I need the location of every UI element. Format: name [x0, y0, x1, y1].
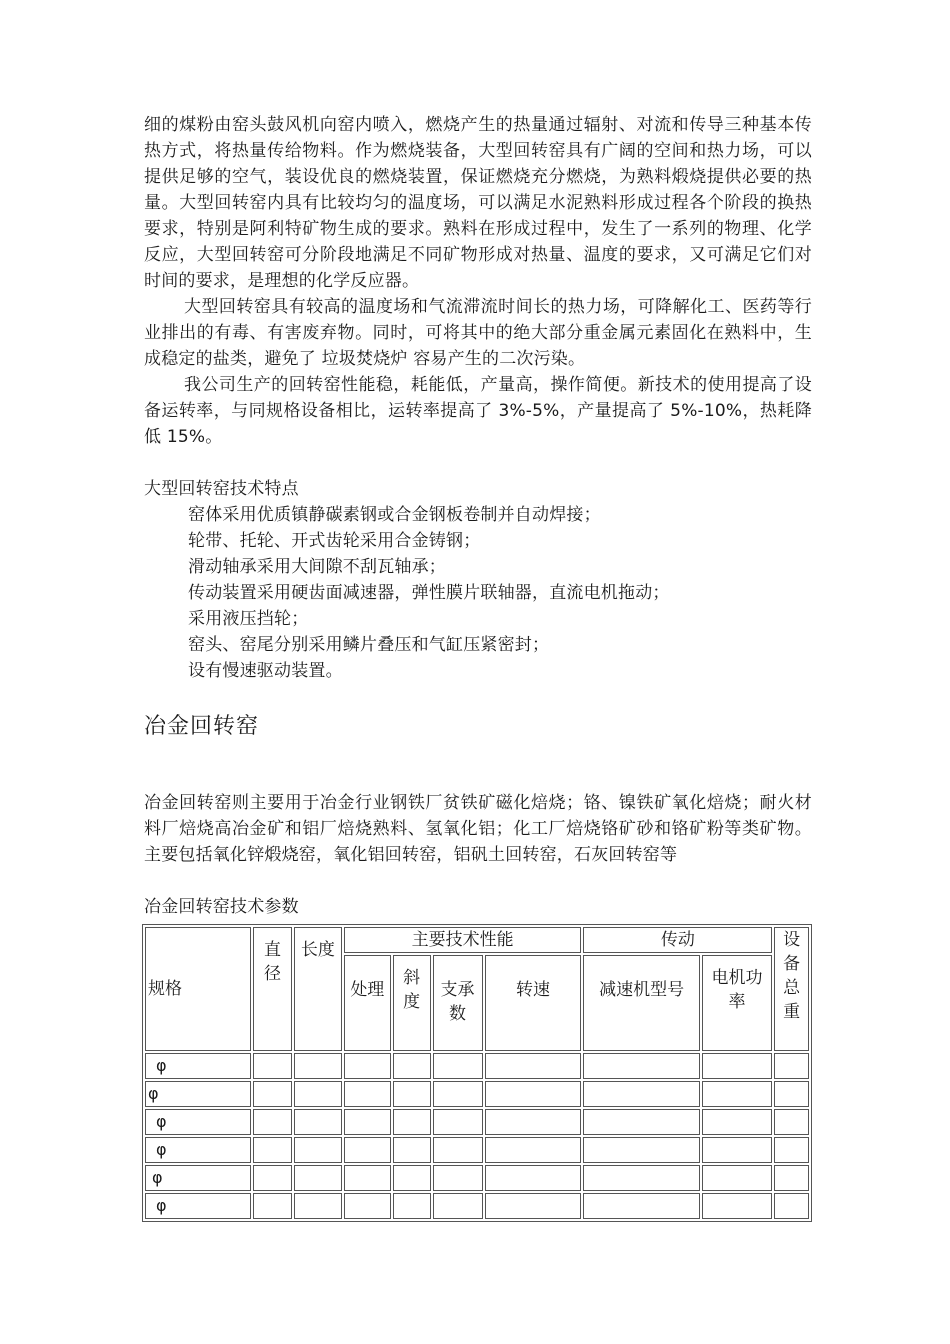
header-spec: 规格 [145, 927, 251, 1051]
table-row [145, 1165, 809, 1191]
header-supports: 支承数 [433, 955, 483, 1051]
header-drive: 传动 [583, 927, 772, 953]
table-row [145, 1137, 809, 1163]
spacer [144, 450, 812, 476]
header-motor-power: 电机功率 [702, 955, 772, 1051]
table-row [145, 1193, 809, 1219]
spacer [144, 744, 812, 790]
spec-cell: φ [145, 1081, 251, 1107]
header-diameter: 直径 [253, 927, 292, 1051]
rate-increase: 3%-5% [498, 401, 560, 421]
header-main-performance: 主要技术性能 [344, 927, 582, 953]
spacer [144, 684, 812, 710]
feature-item: 采用液压挡轮； [188, 609, 309, 629]
product-text-g: 。 [205, 427, 223, 447]
feature-item: 窑头、窑尾分别采用鳞片叠压和气缸压紧密封； [188, 635, 550, 655]
product-text-e: ，热耗降低 [144, 401, 812, 447]
paragraph-waste-disposal: 大型回转窑具有较高的温度场和气流滞流时间长的热力场，可降解化工、医药等行业排出的有毒、有害废弃物。同时，可将其中的绝大部分重金属元素固化在熟料中，生成稳定的盐类，避免了 垃圾焚烧炉 容易产生的二次污染。 [144, 297, 812, 369]
header-length: 长度 [294, 927, 342, 1051]
spacer [144, 868, 812, 894]
paragraph-metallurgy-kiln: 冶金回转窑则主要用于冶金行业钢铁厂贫铁矿磁化焙烧；铬、镍铁矿氧化焙烧；耐火材料厂焙烧高冶金矿和铝厂焙烧熟料、氢氧化铝；化工厂焙烧铬矿砂和铬矿粉等类矿物。主要包括氧化锌煅烧窑，氧化铝回转窑，铝矾土回转窑，石灰回转窑等 [144, 793, 812, 865]
feature-item: 设有慢速驱动装置。 [188, 661, 343, 681]
feature-item: 轮带、托轮、开式齿轮采用合金铸钢； [188, 531, 481, 551]
table-row [145, 1081, 809, 1107]
document-body [144, 112, 812, 920]
feature-item: 传动装置采用硬齿面减速器，弹性膜片联轴器，直流电机拖动； [188, 583, 670, 603]
header-speed: 转速 [485, 955, 582, 1051]
features-title: 大型回转窑技术特点 [144, 479, 299, 499]
features-list [144, 502, 812, 684]
output-increase: 5%-10% [670, 401, 743, 421]
product-text-c: ，产量提高了 [559, 401, 671, 421]
spec-cell: φ [145, 1193, 251, 1219]
table-row [145, 1109, 809, 1135]
spec-cell: φ [145, 1165, 251, 1191]
params-table [142, 924, 812, 1222]
params-title: 冶金回转窑技术参数 [144, 897, 299, 917]
header-reducer-model: 减速机型号 [583, 955, 699, 1051]
product-text-a: 我公司生产的回转窑性能稳，耗能低，产量高，操作简便。新技术的使用提高了设备运转率，与同规格设备相比，运转率提高了 [144, 375, 812, 421]
header-slope: 斜度 [393, 955, 431, 1051]
feature-item: 滑动轴承采用大间隙不刮瓦轴承； [188, 557, 446, 577]
paragraph-company-product [144, 372, 812, 450]
header-total-weight: 设备总重 [774, 927, 809, 1051]
spec-cell: φ [145, 1053, 251, 1079]
table-row [145, 1053, 809, 1079]
paragraph-kiln-combustion: 细的煤粉由窑头鼓风机向窑内喷入，燃烧产生的热量通过辐射、对流和传导三种基本传热方式，将热量传给物料。作为燃烧装备，大型回转窑具有广阔的空间和热力场，可以提供足够的空气，装设优良的燃烧装置，保证燃烧充分燃烧，为熟料煅烧提供必要的热量。大型回转窑内具有比较均匀的温度场，可以满足水泥熟料形成过程各个阶段的换热要求，特别是阿利特矿物生成的要求。熟料在形成过程中，发生了一系列的物理、化学反应，大型回转窑可分阶段地满足不同矿物形成对热量、温度的要求，又可满足它们对时间的要求，是理想的化学反应器。 [144, 115, 812, 291]
spec-cell: φ [145, 1109, 251, 1135]
feature-item: 窑体采用优质镇静碳素钢或合金钢板卷制并自动焊接； [188, 505, 601, 525]
heat-reduction: 15% [166, 427, 206, 447]
section-heading: 冶金回转窑 [144, 714, 260, 739]
spec-cell: φ [145, 1137, 251, 1163]
header-capacity: 处理 [344, 955, 391, 1051]
